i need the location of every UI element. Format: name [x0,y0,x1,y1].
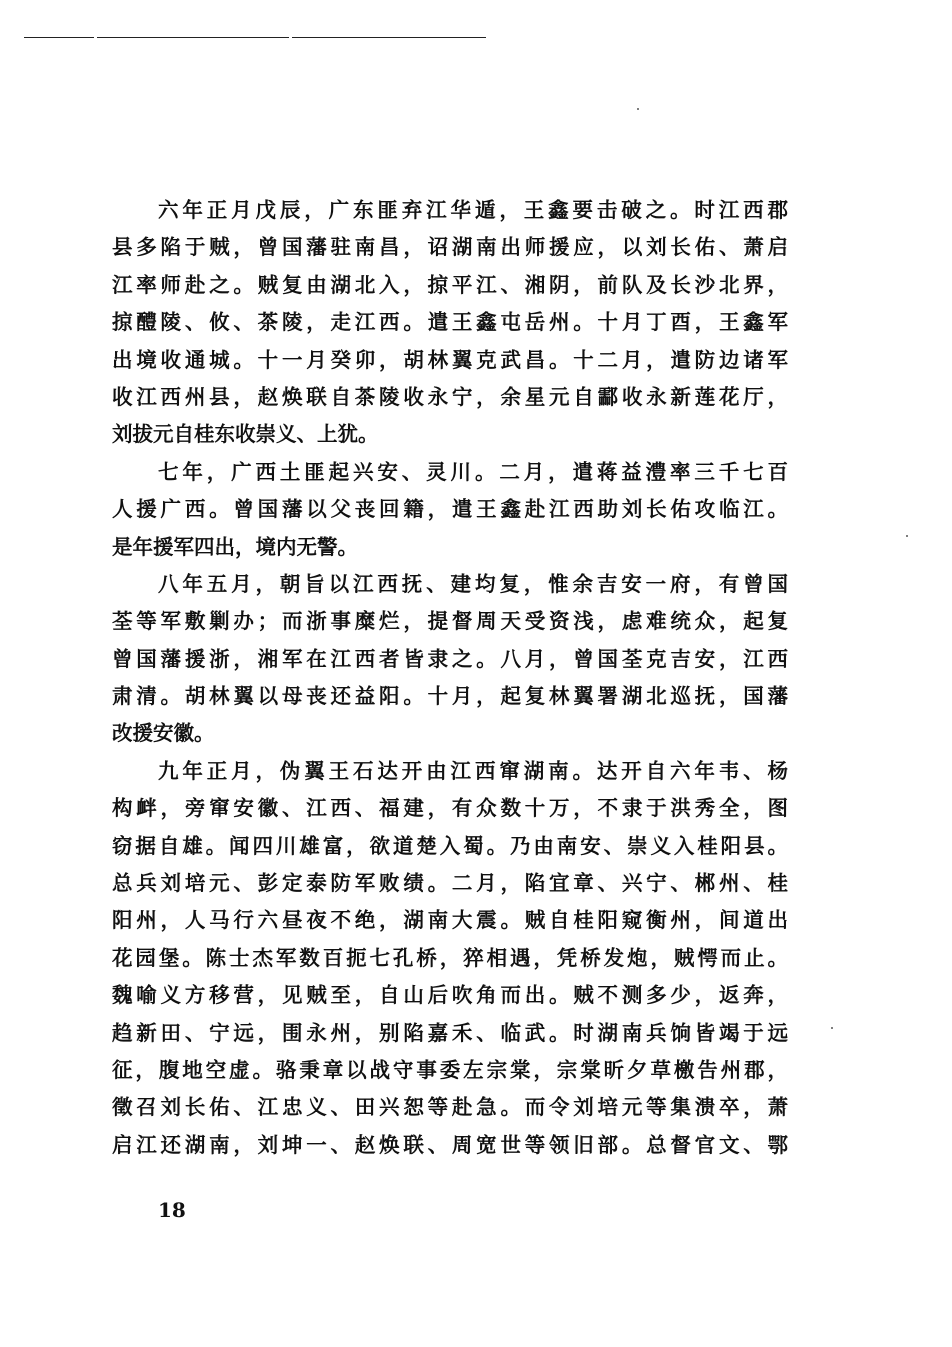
text-line: 阳州，人马行六昼夜不绝，湖南大震。贼自桂阳窥衡州，间道出 [112,908,788,933]
text-line: 刘拔元自桂东收崇义、上犹。 [112,422,379,447]
text-line: 是年援军四出，境内无警。 [112,534,358,559]
scan-speck [637,108,639,110]
text-line: 荃等军敷剿办；而浙事糜烂，提督周天受资浅，虑难统众，起复 [112,609,788,634]
text-line: 魏喻义方移营，见贼至，自山后吹角而出。贼不测多少，返奔， [112,983,788,1008]
header-rule [24,37,486,38]
rule-break [94,35,97,40]
text-line: 人援广西。曾国藩以父丧回籍，遣王鑫赴江西助刘长佑攻临江。 [112,497,788,522]
text-line: 九年正月，伪翼王石达开由江西窜湖南。达开自六年韦、杨 [158,758,788,783]
text-line: 徵召刘长佑、江忠义、田兴恕等赴急。而令刘培元等集溃卒，萧 [112,1095,788,1120]
text-line: 花园堡。陈士杰军数百扼七孔桥，猝相遇，凭桥发炮，贼愕而止。 [112,945,788,970]
text-line: 启江还湖南，刘坤一、赵焕联、周宽世等领旧部。总督官文、鄂 [112,1132,788,1157]
text-line: 趋新田、宁远，围永州，别陷嘉禾、临武。时湖南兵饷皆竭于远 [112,1020,788,1045]
rule-break [289,35,292,40]
body-text [112,192,788,1164]
text-line: 征，腹地空虚。骆秉章以战守事委左宗棠，宗棠昕夕草檄告州郡， [112,1057,788,1082]
text-line: 收江西州县，赵焕联自茶陵收永宁，余星元自酃收永新莲花厅， [112,384,788,409]
text-line: 曾国藩援浙，湘军在江西者皆隶之。八月，曾国荃克吉安，江西 [112,646,788,671]
text-line: 八年五月，朝旨以江西抚、建均复，惟余吉安一府，有曾国 [158,571,788,596]
text-line: 江率师赴之。贼复由湖北入，掠平江、湘阴，前队及长沙北界， [112,272,788,297]
text-line: 改援安徽。 [112,721,215,746]
text-line: 六年正月戊辰，广东匪弃江华遁，王鑫要击破之。时江西郡 [158,198,788,222]
text-line: 出境收通城。十一月癸卯，胡林翼克武昌。十二月，遣防边诸军 [112,347,788,372]
text-line: 掠醴陵、攸、茶陵，走江西。遣王鑫屯岳州。十月丁酉，王鑫军 [112,310,788,335]
text-line: 构衅，旁窜安徽、江西、福建，有众数十万，不隶于洪秀全，图 [112,796,788,821]
text-line: 县多陷于贼，曾国藩驻南昌，诏湖南出师援应，以刘长佑、萧启 [112,235,788,260]
scan-speck [906,535,908,537]
text-line: 总兵刘培元、彭定泰防军败绩。二月，陷宜章、兴宁、郴州、桂 [112,871,788,896]
scan-speck [831,1027,833,1029]
text-line: 七年，广西土匪起兴安、灵川。二月，遣蒋益澧率三千七百 [158,459,788,484]
page-number: 18 [158,1198,186,1222]
text-line: 肃清。胡林翼以母丧还益阳。十月，起复林翼署湖北巡抚，国藩 [112,684,788,709]
text-line: 窃据自雄。闻四川雄富，欲道楚入蜀。乃由南安、崇义入桂阳县。 [112,833,788,858]
